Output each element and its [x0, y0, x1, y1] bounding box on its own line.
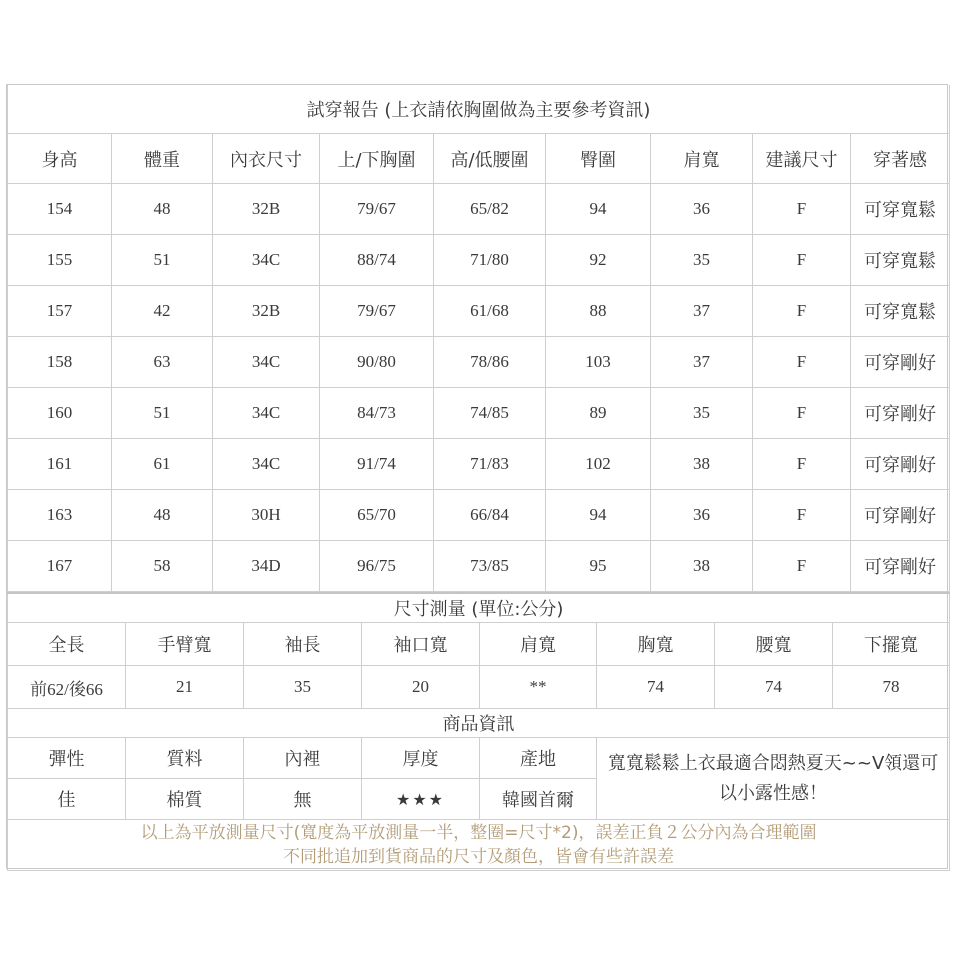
header-material: 質料 [126, 738, 244, 779]
measurement-header-row [8, 623, 950, 666]
cell-bust: 84/73 [320, 388, 434, 439]
cell-bra-size: 32B [213, 286, 320, 337]
cell-hip: 95 [546, 541, 651, 592]
cell-shoulder: 37 [651, 286, 753, 337]
cell-height: 167 [8, 541, 112, 592]
cell-waist: 78/86 [434, 337, 546, 388]
cell-fit-feel: 可穿寬鬆 [851, 286, 950, 337]
cell-suggested-size: F [753, 184, 851, 235]
table-row [8, 337, 950, 388]
cell-fit-feel: 可穿寬鬆 [851, 235, 950, 286]
cell-waist: 71/80 [434, 235, 546, 286]
note-line-2: 不同批追加到貨商品的尺寸及顏色，皆會有些許誤差 [283, 847, 675, 867]
cell-suggested-size: F [753, 286, 851, 337]
header-chest-width: 胸寬 [597, 623, 715, 666]
note-line-1: 以上為平放測量尺寸(寬度為平放測量一半，整圈=尺寸*2)，誤差正負２公分內為合理範圍 [140, 823, 817, 843]
header-suggested-size: 建議尺寸 [753, 134, 851, 184]
value-shoulder-width: ** [480, 666, 597, 709]
value-arm-width: 21 [126, 666, 244, 709]
fit-report-title: 試穿報告 (上衣請依胸圍做為主要參考資訊) [8, 85, 950, 134]
cell-fit-feel: 可穿剛好 [851, 439, 950, 490]
cell-suggested-size: F [753, 337, 851, 388]
header-fit-feel: 穿著感 [851, 134, 950, 184]
cell-shoulder: 36 [651, 184, 753, 235]
header-elasticity: 彈性 [8, 738, 126, 779]
value-material: 棉質 [126, 779, 244, 820]
cell-height: 160 [8, 388, 112, 439]
table-row [8, 184, 950, 235]
value-thickness-stars: ★★★ [362, 779, 480, 820]
value-chest-width: 74 [597, 666, 715, 709]
cell-waist: 66/84 [434, 490, 546, 541]
cell-waist: 74/85 [434, 388, 546, 439]
fit-report-header-row [8, 134, 950, 184]
product-remark: 寬寬鬆鬆上衣最適合悶熱夏天~~V領還可以小露性感！ [597, 738, 950, 820]
cell-suggested-size: F [753, 388, 851, 439]
cell-suggested-size: F [753, 490, 851, 541]
cell-bra-size: 34D [213, 541, 320, 592]
cell-bust: 88/74 [320, 235, 434, 286]
cell-hip: 102 [546, 439, 651, 490]
cell-weight: 58 [112, 541, 213, 592]
header-shoulder-width: 肩寬 [480, 623, 597, 666]
cell-weight: 48 [112, 490, 213, 541]
value-origin: 韓國首爾 [480, 779, 597, 820]
cell-height: 163 [8, 490, 112, 541]
cell-suggested-size: F [753, 439, 851, 490]
cell-hip: 88 [546, 286, 651, 337]
cell-hip: 92 [546, 235, 651, 286]
value-waist-width: 74 [715, 666, 833, 709]
value-sleeve-length: 35 [244, 666, 362, 709]
cell-weight: 48 [112, 184, 213, 235]
cell-height: 155 [8, 235, 112, 286]
cell-bra-size: 34C [213, 439, 320, 490]
cell-hip: 103 [546, 337, 651, 388]
cell-shoulder: 35 [651, 388, 753, 439]
header-lining: 內裡 [244, 738, 362, 779]
cell-weight: 42 [112, 286, 213, 337]
header-shoulder: 肩寬 [651, 134, 753, 184]
cell-height: 154 [8, 184, 112, 235]
measurement-notes [8, 820, 950, 871]
cell-height: 161 [8, 439, 112, 490]
value-elasticity: 佳 [8, 779, 126, 820]
cell-shoulder: 38 [651, 439, 753, 490]
cell-bra-size: 34C [213, 388, 320, 439]
header-arm-width: 手臂寬 [126, 623, 244, 666]
value-hem-width: 78 [833, 666, 950, 709]
cell-bra-size: 32B [213, 184, 320, 235]
cell-shoulder: 37 [651, 337, 753, 388]
cell-hip: 89 [546, 388, 651, 439]
header-thickness: 厚度 [362, 738, 480, 779]
cell-fit-feel: 可穿剛好 [851, 541, 950, 592]
header-waist: 高/低腰圍 [434, 134, 546, 184]
cell-height: 158 [8, 337, 112, 388]
table-row [8, 286, 950, 337]
cell-bra-size: 34C [213, 337, 320, 388]
cell-bust: 90/80 [320, 337, 434, 388]
header-origin: 產地 [480, 738, 597, 779]
table-row [8, 490, 950, 541]
header-sleeve-length: 袖長 [244, 623, 362, 666]
cell-shoulder: 36 [651, 490, 753, 541]
cell-suggested-size: F [753, 235, 851, 286]
cell-waist: 73/85 [434, 541, 546, 592]
cell-bust: 91/74 [320, 439, 434, 490]
table-row [8, 235, 950, 286]
header-cuff-width: 袖口寬 [362, 623, 480, 666]
cell-shoulder: 38 [651, 541, 753, 592]
cell-bra-size: 34C [213, 235, 320, 286]
header-hem-width: 下擺寬 [833, 623, 950, 666]
table-row [8, 388, 950, 439]
cell-bust: 65/70 [320, 490, 434, 541]
header-hip: 臀圍 [546, 134, 651, 184]
cell-hip: 94 [546, 184, 651, 235]
table-row [8, 541, 950, 592]
header-bust: 上/下胸圍 [320, 134, 434, 184]
cell-bust: 79/67 [320, 286, 434, 337]
fit-report-table [7, 85, 950, 592]
cell-height: 157 [8, 286, 112, 337]
measurement-title: 尺寸測量 (單位:公分) [8, 593, 950, 623]
cell-shoulder: 35 [651, 235, 753, 286]
header-waist-width: 腰寬 [715, 623, 833, 666]
cell-weight: 51 [112, 235, 213, 286]
cell-weight: 61 [112, 439, 213, 490]
value-total-length: 前62/後66 [8, 666, 126, 709]
value-cuff-width: 20 [362, 666, 480, 709]
measurement-value-row [8, 666, 950, 709]
cell-bust: 79/67 [320, 184, 434, 235]
cell-waist: 71/83 [434, 439, 546, 490]
cell-bra-size: 30H [213, 490, 320, 541]
cell-fit-feel: 可穿剛好 [851, 337, 950, 388]
cell-bust: 96/75 [320, 541, 434, 592]
product-info-header-row [8, 738, 950, 779]
cell-waist: 61/68 [434, 286, 546, 337]
cell-waist: 65/82 [434, 184, 546, 235]
cell-fit-feel: 可穿剛好 [851, 388, 950, 439]
header-bra-size: 內衣尺寸 [213, 134, 320, 184]
cell-hip: 94 [546, 490, 651, 541]
cell-suggested-size: F [753, 541, 851, 592]
header-total-length: 全長 [8, 623, 126, 666]
cell-weight: 63 [112, 337, 213, 388]
header-height: 身高 [8, 134, 112, 184]
table-row [8, 439, 950, 490]
product-info-title: 商品資訊 [8, 709, 950, 738]
cell-weight: 51 [112, 388, 213, 439]
size-chart-sheet [6, 84, 948, 869]
measurement-table [7, 592, 950, 871]
cell-fit-feel: 可穿剛好 [851, 490, 950, 541]
header-weight: 體重 [112, 134, 213, 184]
cell-fit-feel: 可穿寬鬆 [851, 184, 950, 235]
value-lining: 無 [244, 779, 362, 820]
